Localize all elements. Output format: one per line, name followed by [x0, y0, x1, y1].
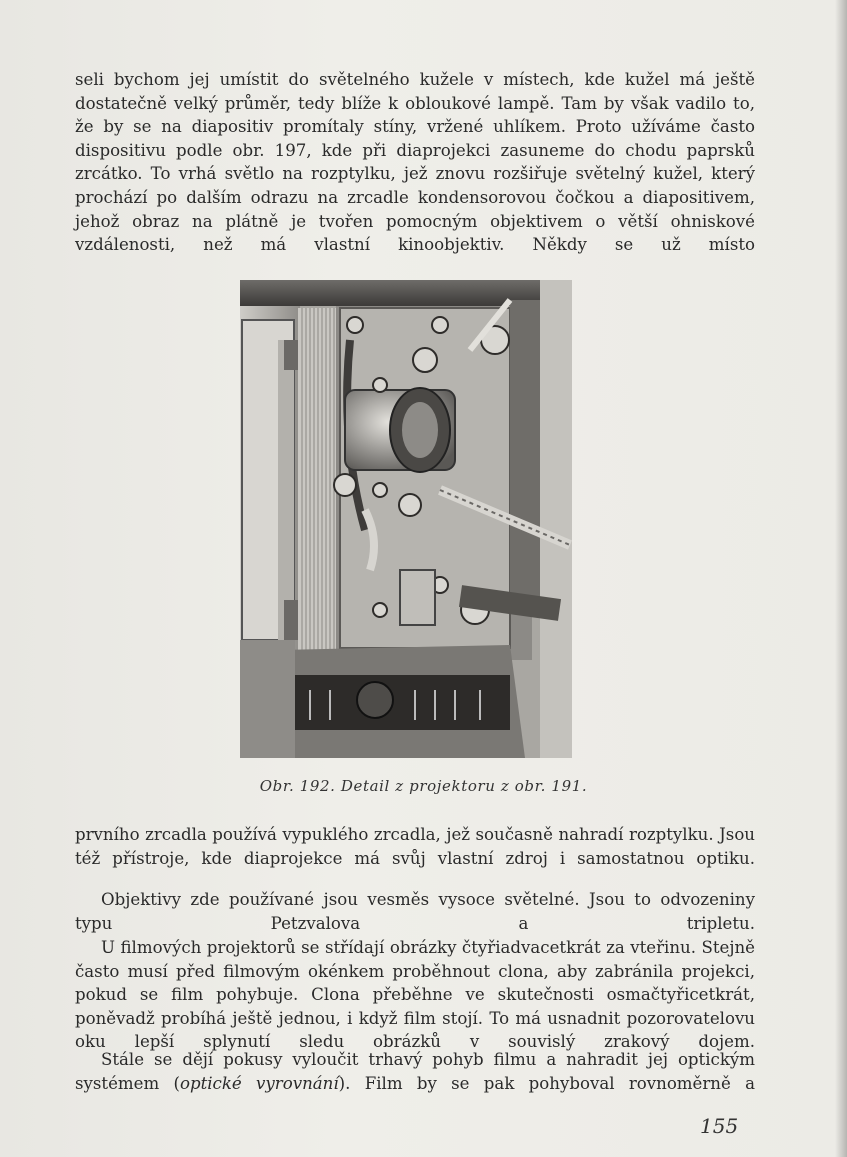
page-edge-shadow — [835, 0, 847, 1157]
paragraph-2: Objektivy zde používané jsou vesměs vysoce světelné. Jsou to odvozeniny typu Petzvalova a tripletu. — [75, 890, 755, 933]
page-number: 155 — [700, 1114, 739, 1138]
paragraph-top: seli bychom jej umístit do světelného kužele v místech, kde kužel má ještě dostatečně velký průměr, tedy blíže k obloukové lampě. Tam by však vadilo to, že by se na diapositiv promítaly stíny, vržené uhlíkem. Proto užíváme často dispositivu podle obr. 197, kde při diaprojekci zasuneme do chodu paprsků zrcátko. To vrhá světlo na rozptylku, jež znovu rozšiřuje světelný kužel, který prochází po dalším odrazu na zrcadle kondensorovou čočkou a diapositivem, jehož obraz na plátně je tvořen pomocným objektivem o větší ohniskové vzdálenosti, než má vlastní kinoobjektiv. Někdy se už místo — [75, 70, 755, 255]
paragraph-1: prvního zrcadla používá vypuklého zrcadla, jež současně nahradí rozptylku. Jsou též přístroje, kde diaprojekce má svůj vlastní zdroj i samostatnou optiku. — [75, 825, 755, 868]
figure-projector-photo — [240, 280, 572, 758]
paragraph-4-end: ). Film by se pak pohyboval rovnoměrně a — [338, 1073, 755, 1093]
paragraph-4-start: Stále se dějí pokusy vyloučit trhavý pohyb filmu a nahradit jej optickým systémem ( — [75, 1050, 755, 1093]
projector-mechanism-photo-icon — [240, 280, 572, 758]
paragraph-4-emphasis: optické vyrovnání — [179, 1073, 339, 1093]
figure-caption: Obr. 192. Detail z projektoru z obr. 191. — [259, 777, 588, 795]
paragraph-4 — [75, 1048, 755, 1095]
paragraph-3: U filmových projektorů se střídají obrázky čtyřiadvacetkrát za vteřinu. Stejně často musí před filmovým okénkem proběhnout clona, aby zabránila projekci, pokud se film pohybuje. Clona přeběhne ve skutečnosti osmačtyřicetkrát, poněvadž probíhá ještě jednou, i když film stojí. To má usnadnit pozorovatelovu oku lepší splynutí sledu obrázků v souvislý zrakový dojem. — [75, 938, 755, 1052]
